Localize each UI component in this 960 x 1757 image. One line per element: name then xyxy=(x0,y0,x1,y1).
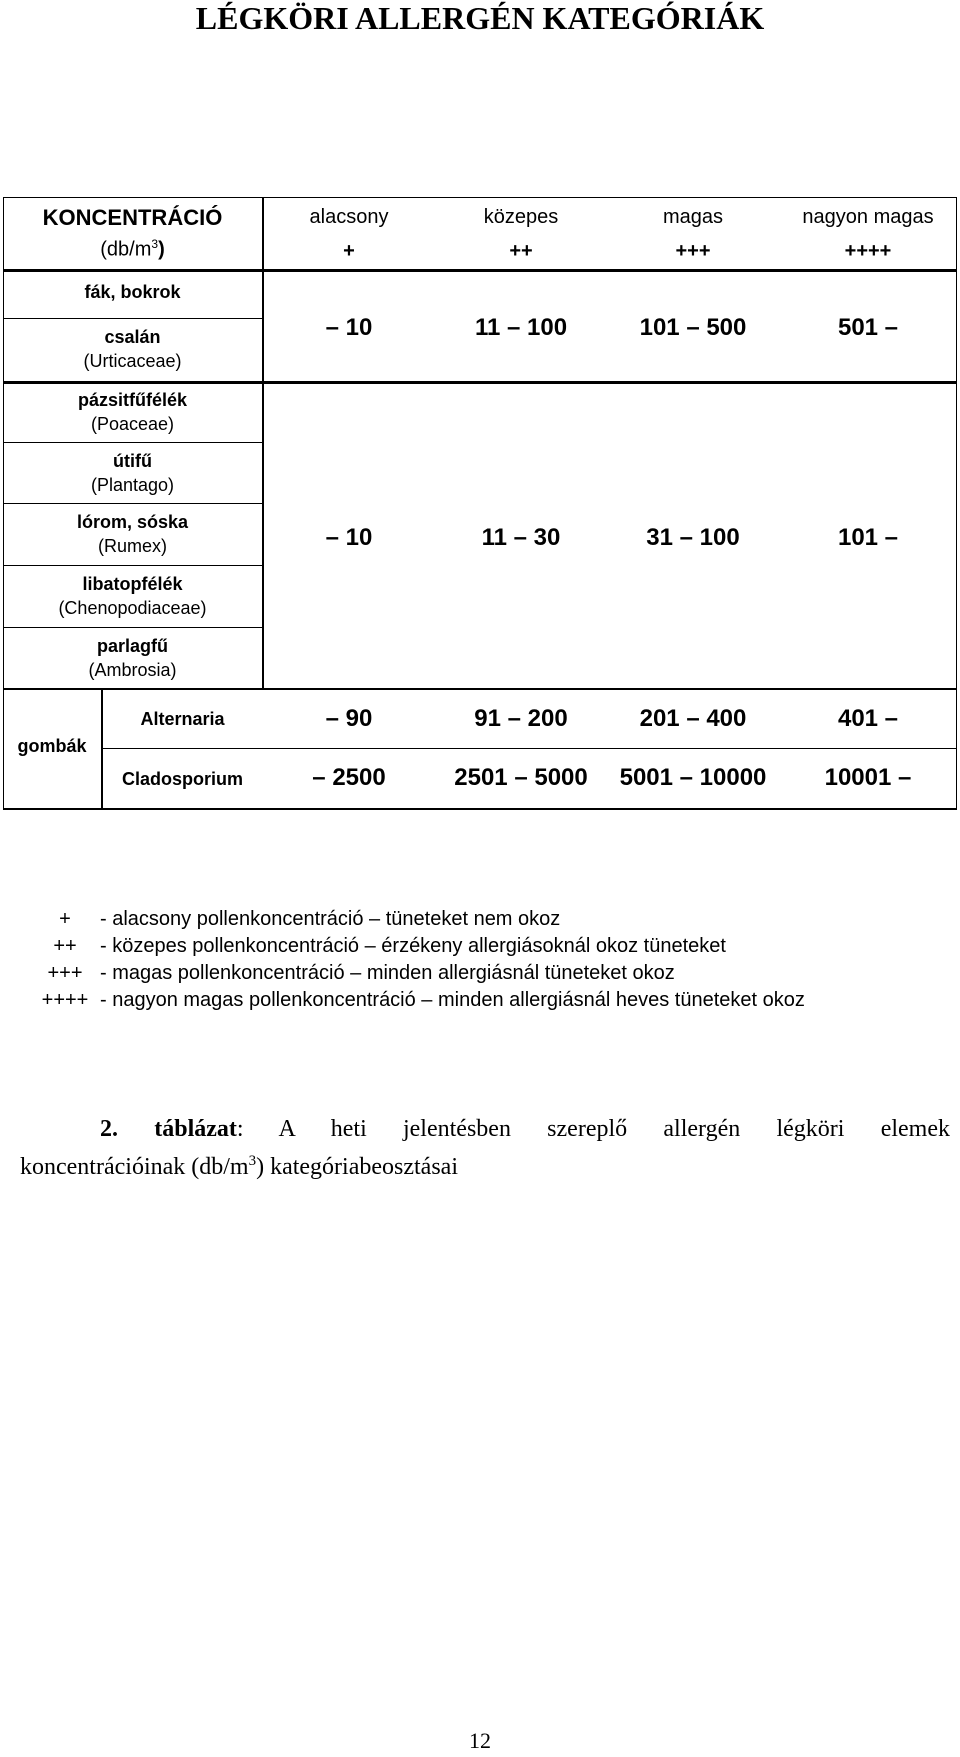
range-cell: 201 – 400 xyxy=(639,705,747,732)
plant-dock: lórom, sóska (Rumex) xyxy=(76,512,189,556)
level-very-high: nagyon magas xyxy=(802,206,934,228)
legend-item: + - alacsony pollenkoncentráció – tüneteket nem okoz xyxy=(59,908,561,930)
page-number: 12 xyxy=(469,1728,491,1753)
level-low: alacsony xyxy=(309,206,389,228)
range-cell: – 90 xyxy=(325,705,373,732)
plant-grasses: pázsitfűfélék (Poaceae) xyxy=(77,390,188,434)
range-cell: – 10 xyxy=(325,314,373,341)
fungi-alternaria: Alternaria xyxy=(140,709,225,729)
plant-nettle: csalán (Urticaceae) xyxy=(83,327,182,371)
concentration-header xyxy=(3,205,262,263)
fungi-label: gombák xyxy=(17,736,87,756)
range-cell: 401 – xyxy=(837,705,899,732)
symbol-high: +++ xyxy=(675,240,711,262)
range-cell: 501 – xyxy=(837,314,899,341)
range-cell: 31 – 100 xyxy=(646,524,740,551)
range-cell: – 10 xyxy=(325,524,373,551)
concentration-label: KONCENTRÁCIÓ xyxy=(42,205,223,230)
symbol-very-high: ++++ xyxy=(844,240,892,262)
legend-item: ++++ - nagyon magas pollenkoncentráció – minden allergiásnál heves tüneteket okoz xyxy=(41,989,805,1011)
plant-ragweed: parlagfű (Ambrosia) xyxy=(88,636,177,680)
legend-item: ++ - közepes pollenkoncentráció – érzékeny allergiásoknál okoz tüneteket xyxy=(53,935,726,957)
level-high: magas xyxy=(662,206,724,228)
level-header xyxy=(263,206,957,266)
symbol-medium: ++ xyxy=(509,240,533,262)
plant-trees-shrubs: fák, bokrok xyxy=(84,282,181,302)
unit-label: $(db/m^3)$ xyxy=(100,237,165,261)
range-cell: 91 – 200 xyxy=(474,705,568,732)
page-title: LÉGKÖRI ALLERGÉN KATEGÓRIÁK xyxy=(195,0,765,36)
range-cell: 11 – 100 xyxy=(474,314,568,341)
plant-goosefoot: libatopfélék (Chenopodiaceae) xyxy=(58,574,207,618)
range-cell: 101 – 500 xyxy=(639,314,747,341)
legend-item: +++ - magas pollenkoncentráció – minden allergiásnál tüneteket okoz xyxy=(47,962,675,984)
range-cell: – 2500 xyxy=(312,764,386,791)
range-cell: 11 – 30 xyxy=(481,524,561,551)
range-cell: 101 – xyxy=(837,524,899,551)
range-cell: 10001 – xyxy=(824,764,912,791)
fungi-cladosporium: Cladosporium xyxy=(121,769,243,789)
plant-plantain: útifű (Plantago) xyxy=(90,451,175,495)
range-cell: 2501 – 5000 xyxy=(454,764,588,791)
table-caption: 2. táblázat: A heti jelentésben szereplő allergén légköri elemek koncentrációinak $(db/m^3)$ kategóriabeosztásai xyxy=(20,1116,951,1180)
level-medium: közepes xyxy=(483,206,559,228)
symbol-low: + xyxy=(343,240,355,262)
range-cell: 5001 – 10000 xyxy=(619,764,767,791)
